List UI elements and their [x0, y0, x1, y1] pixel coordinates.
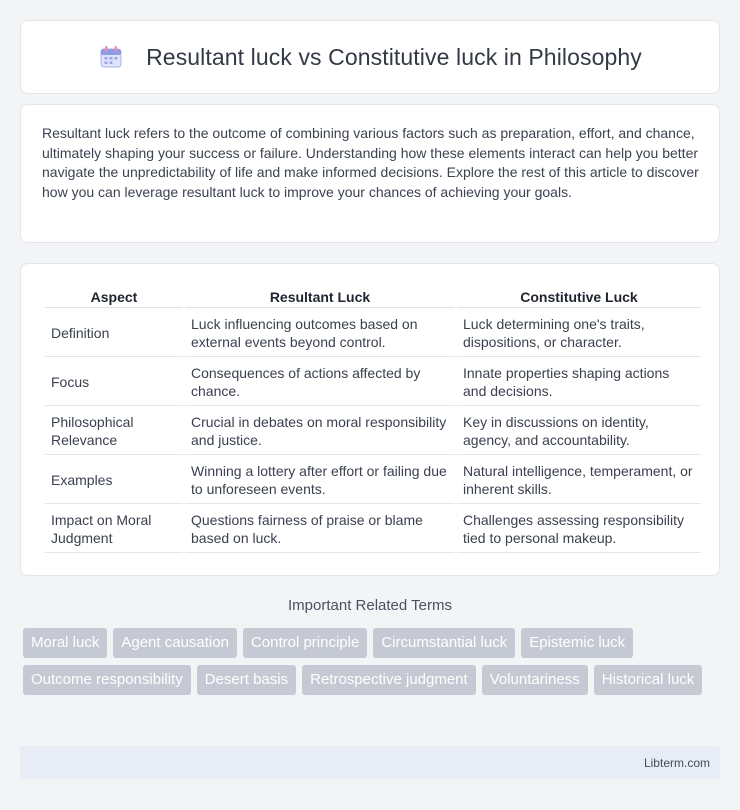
table-row	[45, 455, 701, 504]
table-row	[45, 406, 701, 455]
comparison-table	[43, 286, 703, 553]
header-constitutive-luck: Constitutive Luck	[457, 286, 701, 308]
table-cell: Challenges assessing responsibility tied to personal makeup.	[457, 504, 701, 553]
related-term-tag[interactable]: Circumstantial luck	[373, 628, 515, 658]
table-row	[45, 308, 701, 357]
table-row	[45, 357, 701, 406]
table-cell: Definition	[45, 308, 183, 357]
footer	[20, 746, 720, 779]
comparison-table-card	[20, 263, 720, 576]
intro-text: Resultant luck refers to the outcome of combining various factors such as preparation, effort, and chance, ultimately shaping your success or failure. Understanding how these elements interact can help you better navigate the unpredictability of life and make informed decisions. Explore the rest of this article to discover how you can leverage resultant luck to improve your chances of achieving your goals.	[42, 125, 699, 200]
related-term-tag[interactable]: Agent causation	[113, 628, 237, 658]
table-header-row	[45, 286, 701, 308]
table-cell: Natural intelligence, temperament, or inherent skills.	[457, 455, 701, 504]
related-term-tag[interactable]: Historical luck	[594, 665, 703, 695]
related-term-tag[interactable]: Voluntariness	[482, 665, 588, 695]
related-term-tag[interactable]: Desert basis	[197, 665, 296, 695]
intro-card	[20, 104, 720, 243]
table-cell: Winning a lottery after effort or failing due to unforeseen events.	[185, 455, 455, 504]
footer-site-link[interactable]: Libterm.com	[643, 755, 710, 770]
table-cell: Key in discussions on identity, agency, and accountability.	[457, 406, 701, 455]
related-term-tag[interactable]: Moral luck	[23, 628, 107, 658]
table-cell: Focus	[45, 357, 183, 406]
table-cell: Questions fairness of praise or blame based on luck.	[185, 504, 455, 553]
table-cell: Examples	[45, 455, 183, 504]
calendar-icon	[98, 44, 124, 70]
related-terms-list	[23, 628, 723, 695]
title-card	[20, 20, 720, 94]
related-term-tag[interactable]: Control principle	[243, 628, 367, 658]
related-term-tag[interactable]: Retrospective judgment	[302, 665, 476, 695]
table-cell: Luck determining one's traits, dispositions, or character.	[457, 308, 701, 357]
table-cell: Innate properties shaping actions and decisions.	[457, 357, 701, 406]
table-cell: Philosophical Relevance	[45, 406, 183, 455]
related-terms-title: Important Related Terms	[288, 597, 452, 614]
header-aspect: Aspect	[45, 286, 183, 308]
related-term-tag[interactable]: Epistemic luck	[521, 628, 633, 658]
table-cell: Consequences of actions affected by chance.	[185, 357, 455, 406]
table-cell: Crucial in debates on moral responsibility and justice.	[185, 406, 455, 455]
header-resultant-luck: Resultant Luck	[185, 286, 455, 308]
related-term-tag[interactable]: Outcome responsibility	[23, 665, 191, 695]
page-title: Resultant luck vs Constitutive luck in Philosophy	[146, 43, 642, 70]
table-cell: Luck influencing outcomes based on external events beyond control.	[185, 308, 455, 357]
table-row	[45, 504, 701, 553]
table-cell: Impact on Moral Judgment	[45, 504, 183, 553]
